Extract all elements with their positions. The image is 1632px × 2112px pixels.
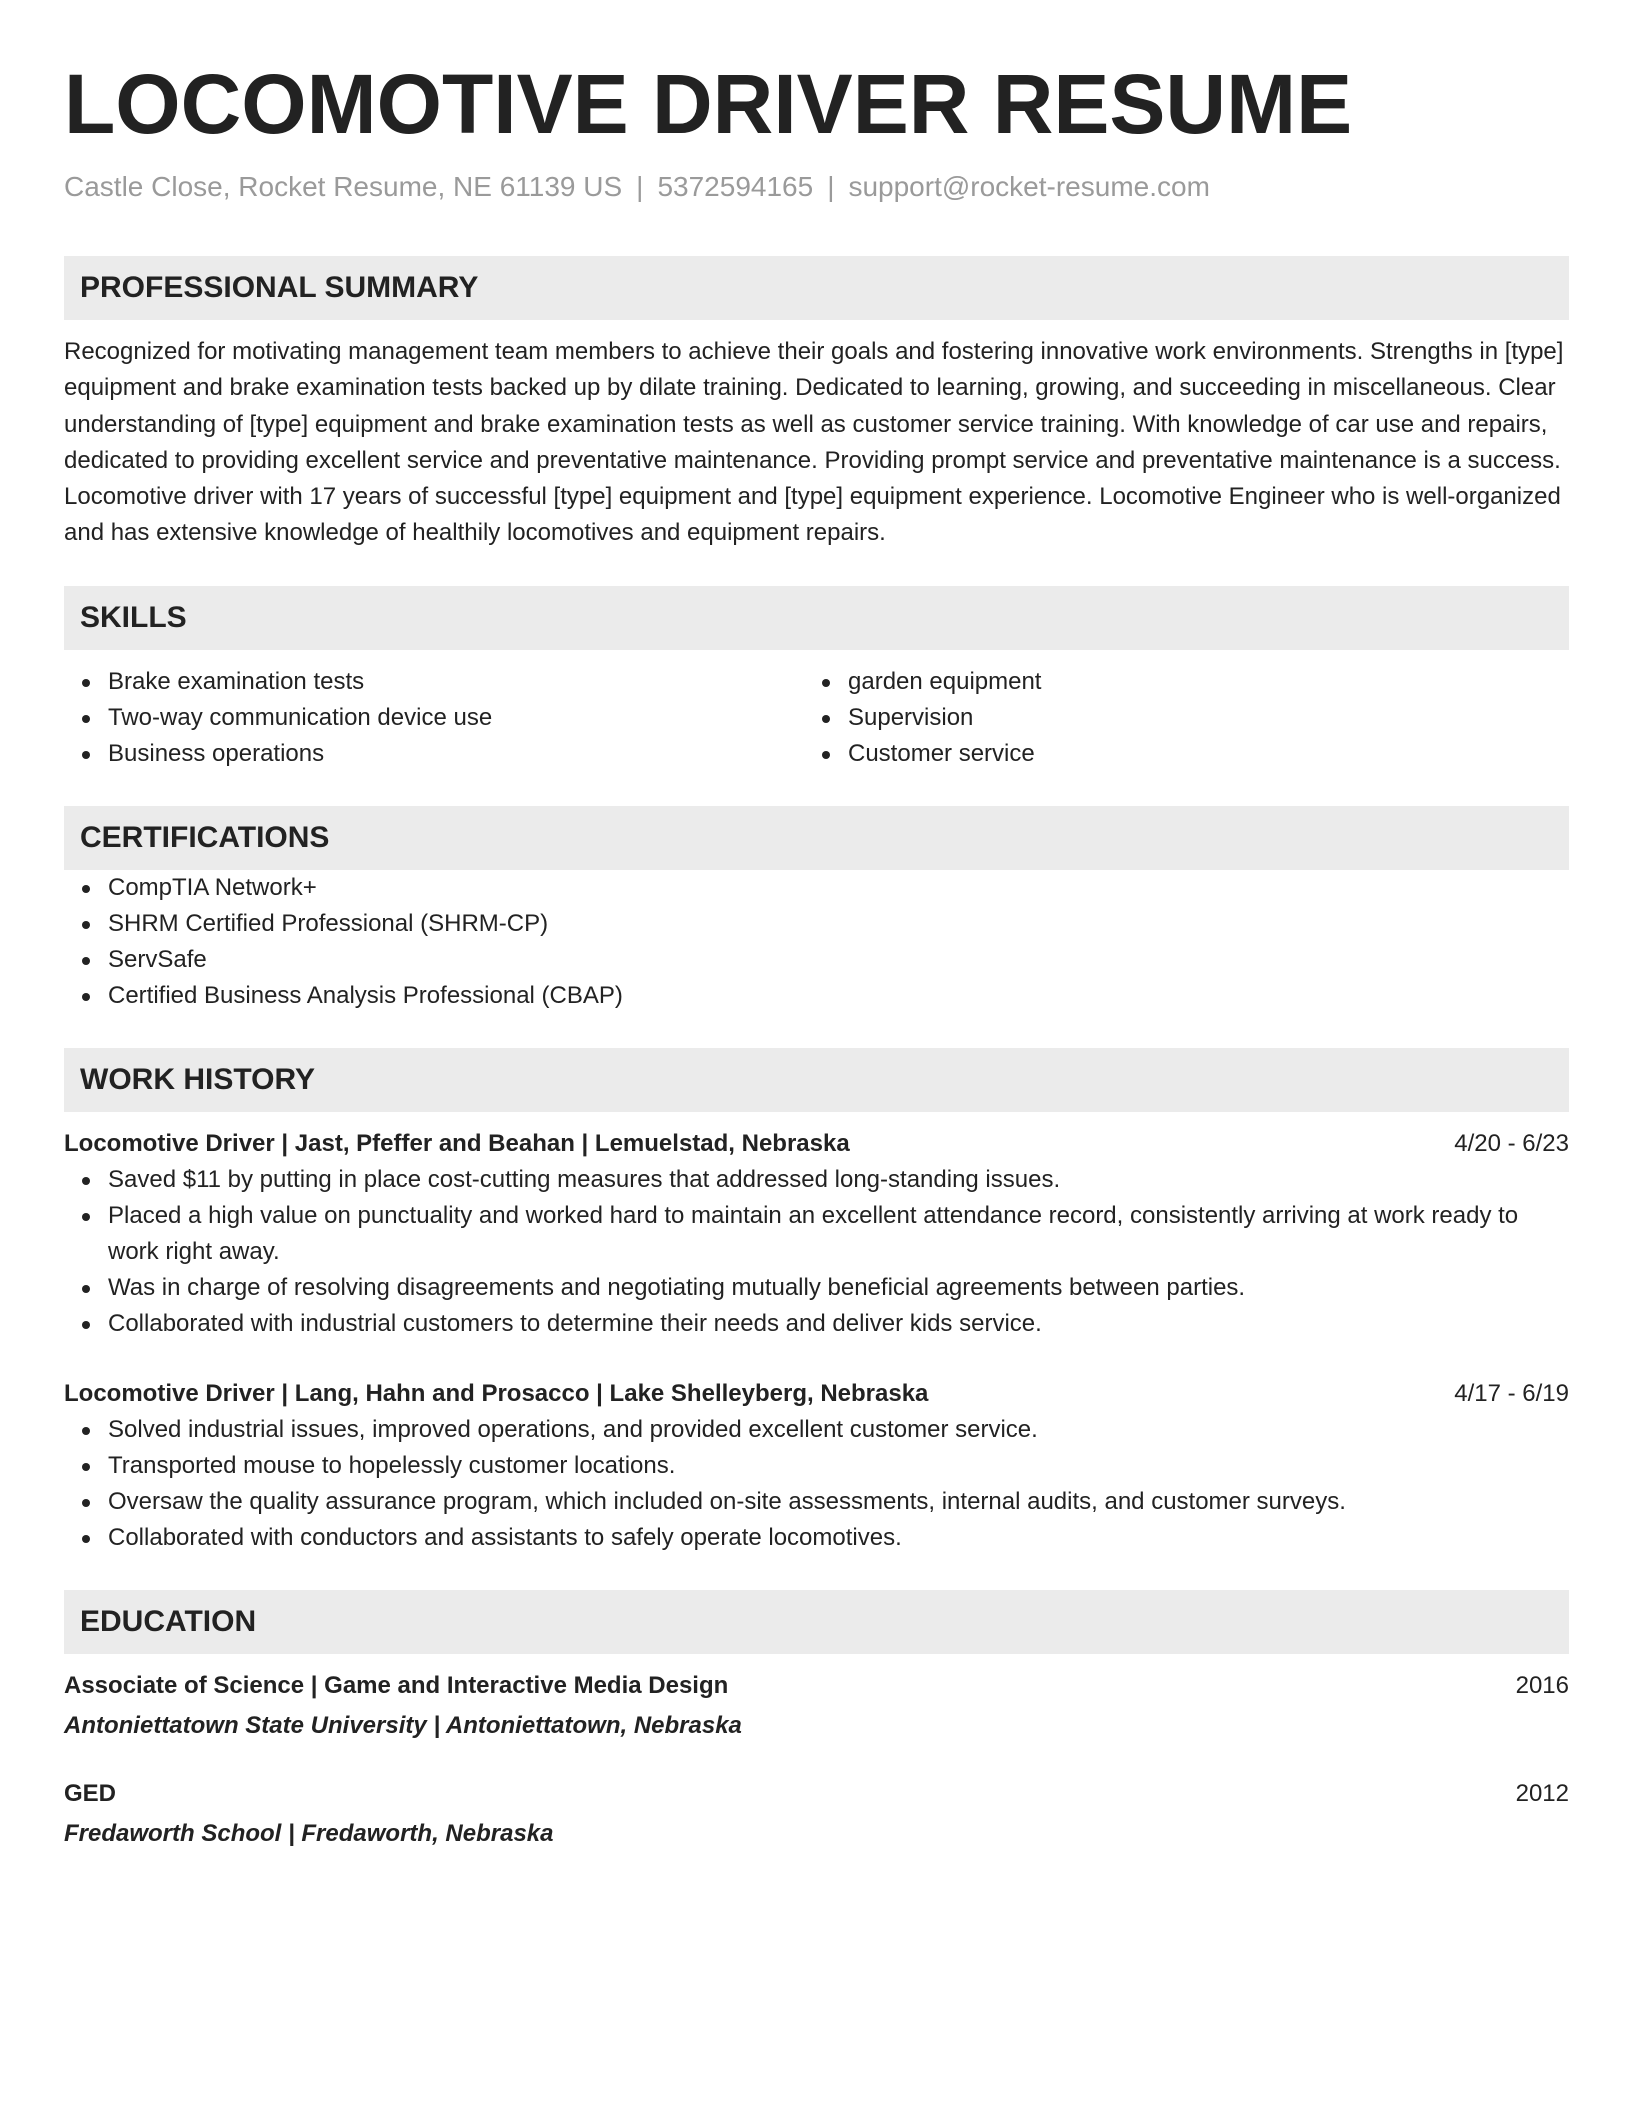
education-degree: Associate of Science | Game and Interactive Media Design (64, 1671, 729, 1699)
skill-item: Supervision (804, 700, 1544, 736)
certification-item: SHRM Certified Professional (SHRM-CP) (64, 906, 1569, 942)
job-bullet: Solved industrial issues, improved operations, and provided excellent customer service. (64, 1412, 1569, 1448)
skills-list-right (804, 664, 1544, 772)
skill-item: Customer service (804, 736, 1544, 772)
skills-column-right (804, 664, 1544, 772)
job-bullet: Collaborated with industrial customers to determine their needs and deliver kids service. (64, 1306, 1569, 1342)
skill-item: garden equipment (804, 664, 1544, 700)
education-header (64, 1668, 1569, 1704)
job-bullet: Saved $11 by putting in place cost-cutting measures that addressed long-standing issues. (64, 1162, 1569, 1198)
job-entry (64, 1126, 1569, 1342)
contact-separator: | (827, 171, 835, 202)
job-bullets (64, 1412, 1569, 1556)
education-entry (64, 1776, 1569, 1852)
education-header (64, 1776, 1569, 1812)
job-bullets (64, 1162, 1569, 1342)
job-header (64, 1376, 1569, 1412)
summary-heading: PROFESSIONAL SUMMARY (80, 271, 479, 304)
job-bullet: Collaborated with conductors and assistants to safely operate locomotives. (64, 1520, 1569, 1556)
skill-item: Two-way communication device use (64, 700, 804, 736)
skills-column-left (64, 664, 804, 772)
job-title: Locomotive Driver | Jast, Pfeffer and Beahan | Lemuelstad, Nebraska (64, 1129, 850, 1157)
section-header-work-history (64, 1048, 1569, 1112)
job-bullet: Placed a high value on punctuality and worked hard to maintain an excellent attendance record, consistently arriving at work ready to work right away. (64, 1198, 1569, 1270)
education-entry (64, 1668, 1569, 1744)
education-year: 2016 (1515, 1671, 1569, 1699)
certification-item: Certified Business Analysis Professional (CBAP) (64, 978, 1569, 1014)
job-dates: 4/20 - 6/23 (1454, 1129, 1569, 1157)
skill-item: Business operations (64, 736, 804, 772)
job-header (64, 1126, 1569, 1162)
section-header-certifications (64, 806, 1569, 870)
job-title: Locomotive Driver | Lang, Hahn and Prosacco | Lake Shelleyberg, Nebraska (64, 1379, 929, 1407)
education-school: Antoniettatown State University | Antoniettatown, Nebraska (64, 1711, 742, 1739)
job-bullet: Was in charge of resolving disagreements and negotiating mutually beneficial agreements between parties. (64, 1270, 1569, 1306)
education-school: Fredaworth School | Fredaworth, Nebraska (64, 1819, 554, 1847)
skills-list-left (64, 664, 804, 772)
skills-grid (64, 664, 1569, 772)
section-header-skills (64, 586, 1569, 650)
skills-heading: SKILLS (80, 600, 187, 634)
education-heading: EDUCATION (80, 1604, 257, 1638)
job-entry (64, 1376, 1569, 1556)
contact-phone: 5372594165 (657, 171, 814, 202)
work-history-heading: WORK HISTORY (80, 1062, 316, 1096)
certifications-heading: CERTIFICATIONS (80, 820, 330, 854)
section-header-summary (64, 256, 1569, 320)
certifications-list (64, 870, 1569, 1014)
resume-title: LOCOMOTIVE DRIVER RESUME (64, 57, 1353, 151)
job-bullet: Oversaw the quality assurance program, which included on-site assessments, internal audits, and customer surveys. (64, 1484, 1569, 1520)
certification-item: ServSafe (64, 942, 1569, 978)
contact-email: support@rocket-resume.com (848, 171, 1210, 202)
contact-address: Castle Close, Rocket Resume, NE 61139 US (64, 171, 623, 202)
job-bullet: Transported mouse to hopelessly customer locations. (64, 1448, 1569, 1484)
summary-text: Recognized for motivating management team members to achieve their goals and fostering innovative work environments. Strengths in [type] equipment and brake examination tests backed up by dilate training. Dedicated to learning, growing, and succeeding in miscellaneous. Clear understanding of [type] equipment and brake examination tests as well as customer service training. With knowledge of car use and repairs, dedicated to providing excellent service and preventative maintenance. Providing prompt service and preventative maintenance is a success. Locomotive driver with 17 years of successful [type] equipment and [type] equipment experience. Locomotive Engineer who is well-organized and has extensive knowledge of healthily locomotives and equipment repairs. (64, 338, 1564, 547)
education-degree: GED (64, 1779, 117, 1807)
skill-item: Brake examination tests (64, 664, 804, 700)
contact-separator: | (636, 171, 644, 202)
certification-item: CompTIA Network+ (64, 870, 1569, 906)
section-header-education (64, 1590, 1569, 1654)
job-dates: 4/17 - 6/19 (1454, 1379, 1569, 1407)
education-year: 2012 (1515, 1779, 1569, 1807)
contact-line (64, 170, 1569, 204)
